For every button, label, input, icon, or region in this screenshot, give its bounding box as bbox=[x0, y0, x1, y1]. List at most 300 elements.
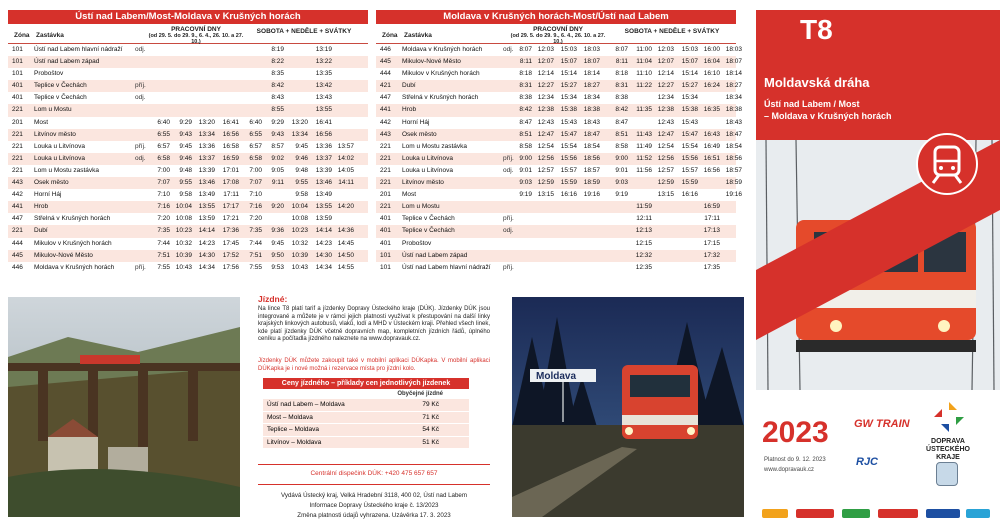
departure-time: 17:35 bbox=[703, 263, 720, 271]
departure-time: 11:52 bbox=[636, 154, 652, 162]
departure-time: 12:27 bbox=[657, 82, 674, 90]
departure-time: 8:07 bbox=[519, 46, 532, 53]
departure-time: 16:16 bbox=[681, 191, 698, 199]
departure-time: 10:32 bbox=[291, 239, 308, 247]
departure-time: 9:01 bbox=[615, 166, 628, 174]
divider bbox=[258, 464, 490, 465]
departure-time: 7:00 bbox=[157, 166, 170, 174]
stop-name: Ústí nad Labem západ bbox=[34, 58, 100, 66]
arr-dep-note: odj. bbox=[135, 94, 146, 102]
departure-time: 17:52 bbox=[222, 251, 239, 259]
departure-time: 15:57 bbox=[681, 166, 698, 174]
stop-name: Moldava v Krušných horách bbox=[34, 263, 115, 271]
departure-time: 8:51 bbox=[519, 130, 532, 138]
departure-time: 16:35 bbox=[703, 106, 720, 114]
departure-time: 12:27 bbox=[537, 82, 554, 90]
departure-time: 7:10 bbox=[157, 191, 170, 199]
departure-time: 15:57 bbox=[560, 166, 577, 174]
departure-time: 15:38 bbox=[560, 106, 577, 114]
zone-cell: 441 bbox=[380, 106, 391, 114]
arr-dep-note: odj. bbox=[503, 166, 514, 174]
col-weekend: SOBOTA + NEDĚLE + SVÁTKY bbox=[624, 28, 720, 35]
departure-time: 14:23 bbox=[315, 239, 332, 247]
departure-time: 12:56 bbox=[537, 154, 554, 162]
arr-dep-note: příj. bbox=[503, 215, 514, 223]
timetable-row bbox=[8, 153, 368, 165]
departure-time: 9:45 bbox=[271, 239, 284, 247]
departure-time: 18:03 bbox=[583, 46, 600, 53]
line-name: Moldavská dráha bbox=[764, 75, 870, 90]
stop-name: Hrob bbox=[34, 203, 49, 211]
departure-time: 10:39 bbox=[175, 251, 192, 259]
departure-time: 15:59 bbox=[681, 179, 698, 187]
timetable-row bbox=[8, 92, 368, 104]
price-subheader: Obyčejné jízdné bbox=[397, 391, 443, 397]
zone-cell: 101 bbox=[12, 70, 23, 78]
departure-time: 12:47 bbox=[657, 130, 674, 138]
departure-time: 11:43 bbox=[636, 130, 652, 138]
stop-name: Ústí nad Labem západ bbox=[402, 251, 468, 259]
departure-time: 15:27 bbox=[681, 82, 698, 90]
duk-logo-text: DOPRAVA ÚSTECKÉHO KRAJE bbox=[926, 438, 970, 461]
departure-time: 8:35 bbox=[271, 70, 284, 78]
zone-cell: 443 bbox=[12, 179, 23, 187]
departure-time: 7:16 bbox=[249, 203, 262, 211]
departure-time: 7:51 bbox=[157, 251, 170, 259]
departure-time: 8:38 bbox=[519, 94, 532, 102]
departure-time: 12:34 bbox=[657, 94, 674, 102]
departure-time: 11:04 bbox=[636, 58, 652, 66]
stop-name: Mikulov-Nové Město bbox=[34, 251, 93, 259]
timetable-title: Ústí nad Labem/Most-Moldava v Krušných horách bbox=[8, 10, 368, 24]
website: www.dopravauk.cz bbox=[764, 467, 815, 473]
timetable-row bbox=[376, 189, 742, 201]
departure-time: 18:27 bbox=[725, 82, 742, 90]
timetable-row bbox=[8, 68, 368, 80]
divider bbox=[258, 484, 490, 485]
departure-time: 8:55 bbox=[271, 106, 284, 114]
departure-time: 8:19 bbox=[271, 46, 284, 53]
zone-cell: 221 bbox=[12, 130, 23, 138]
departure-time: 13:55 bbox=[198, 203, 215, 211]
departure-time: 11:00 bbox=[636, 46, 652, 53]
departure-time: 8:18 bbox=[615, 70, 628, 78]
departure-time: 9:46 bbox=[179, 154, 192, 162]
stop-name: Most bbox=[402, 191, 417, 199]
departure-time: 10:43 bbox=[291, 263, 308, 271]
departure-time: 17:21 bbox=[222, 215, 239, 223]
departure-time: 15:47 bbox=[560, 130, 577, 138]
route-line-2: – Moldava v Krušných horách bbox=[764, 111, 892, 121]
stop-name: Ústí nad Labem hlavní nádraží bbox=[34, 46, 123, 53]
timetable-rows bbox=[8, 44, 368, 274]
departure-time: 17:45 bbox=[222, 239, 239, 247]
departure-time: 18:38 bbox=[583, 106, 600, 114]
zone-cell: 445 bbox=[12, 251, 23, 259]
departure-time: 8:58 bbox=[519, 142, 532, 150]
departure-time: 12:38 bbox=[537, 106, 554, 114]
zone-cell: 101 bbox=[12, 58, 23, 66]
validity-note: Změna platnosti údajů vyhrazena. Uzávěrka 17. 3. 2023 bbox=[297, 512, 451, 519]
departure-time: 9:45 bbox=[295, 142, 308, 150]
departure-time: 9:19 bbox=[519, 191, 532, 199]
departure-time: 9:43 bbox=[271, 130, 284, 138]
zone-cell: 401 bbox=[12, 94, 23, 102]
stop-name: Mikulov-Nové Město bbox=[402, 58, 461, 66]
stop-name: Proboštov bbox=[402, 239, 432, 247]
departure-time: 16:10 bbox=[703, 70, 720, 78]
departure-time: 7:51 bbox=[249, 251, 262, 259]
departure-time: 8:22 bbox=[271, 58, 284, 66]
timetable-row bbox=[376, 129, 742, 141]
stop-name: Teplice v Čechách bbox=[34, 82, 87, 90]
departure-time: 18:07 bbox=[583, 58, 600, 66]
price-table bbox=[263, 378, 469, 449]
departure-time: 18:54 bbox=[583, 142, 600, 150]
departure-time: 8:31 bbox=[519, 82, 532, 90]
departure-time: 7:35 bbox=[249, 227, 262, 235]
departure-time: 15:43 bbox=[681, 118, 698, 126]
departure-time: 7:07 bbox=[157, 179, 170, 187]
departure-time: 13:59 bbox=[198, 215, 215, 223]
departure-time: 9:48 bbox=[295, 166, 308, 174]
col-zastavka: Zastávka bbox=[404, 32, 432, 39]
departure-time: 15:07 bbox=[681, 58, 698, 66]
arr-dep-note: příj. bbox=[135, 142, 146, 150]
departure-time: 9:20 bbox=[271, 203, 284, 211]
stop-name: Ústí nad Labem hlavní nádraží bbox=[402, 263, 491, 271]
stop-name: Louka u Litvínova bbox=[34, 154, 85, 162]
departure-time: 17:17 bbox=[222, 203, 239, 211]
departure-time: 15:38 bbox=[681, 106, 698, 114]
timetable-row bbox=[8, 129, 368, 141]
stop-name: Dubí bbox=[34, 227, 48, 235]
departure-time: 9:03 bbox=[519, 179, 532, 187]
zone-cell: 221 bbox=[12, 106, 23, 114]
col-workdays: PRACOVNÍ DNY (od 29. 5. do 29. 9., 6. 4., 26. 10. a 27. 10.) bbox=[148, 26, 244, 45]
departure-time: 16:41 bbox=[315, 118, 332, 126]
departure-time: 9:05 bbox=[271, 166, 284, 174]
stop-name: Louka u Litvínova bbox=[402, 166, 453, 174]
departure-time: 6:58 bbox=[249, 154, 262, 162]
departure-time: 14:02 bbox=[337, 154, 354, 162]
arr-dep-note: příj. bbox=[135, 263, 146, 271]
departure-time: 6:58 bbox=[157, 154, 170, 162]
departure-time: 16:56 bbox=[703, 166, 720, 174]
departure-time: 8:47 bbox=[519, 118, 532, 126]
arr-dep-note: odj. bbox=[135, 46, 146, 53]
departure-time: 18:27 bbox=[583, 82, 600, 90]
arr-dep-note: příj. bbox=[503, 154, 514, 162]
arr-dep-note: odj. bbox=[135, 154, 146, 162]
year: 2023 bbox=[762, 416, 829, 449]
departure-time: 7:44 bbox=[249, 239, 262, 247]
departure-time: 13:19 bbox=[315, 46, 332, 53]
departure-time: 15:56 bbox=[681, 154, 698, 162]
timetable-row bbox=[376, 262, 736, 274]
timetable-row bbox=[376, 141, 742, 153]
departure-time: 18:56 bbox=[583, 154, 600, 162]
departure-time: 9:00 bbox=[615, 154, 628, 162]
departure-time: 13:49 bbox=[198, 191, 215, 199]
departure-time: 8:42 bbox=[271, 82, 284, 90]
departure-time: 14:11 bbox=[338, 179, 354, 187]
timetable-row bbox=[376, 201, 736, 213]
col-weekend: SOBOTA + NEDĚLE + SVÁTKY bbox=[256, 28, 352, 35]
departure-time: 10:43 bbox=[175, 263, 192, 271]
departure-time: 18:57 bbox=[583, 166, 600, 174]
departure-time: 16:56 bbox=[315, 130, 332, 138]
departure-time: 13:59 bbox=[315, 215, 332, 223]
departure-time: 15:14 bbox=[681, 70, 698, 78]
departure-time: 15:34 bbox=[560, 94, 577, 102]
departure-time: 11:35 bbox=[636, 106, 652, 114]
departure-time: 18:38 bbox=[725, 106, 742, 114]
col-zona: Zóna bbox=[14, 32, 30, 39]
timetable-right bbox=[376, 10, 742, 274]
departure-time: 6:55 bbox=[157, 130, 170, 138]
zone-cell: 221 bbox=[12, 166, 23, 174]
departure-time: 13:37 bbox=[198, 154, 215, 162]
fare-title: Jízdné: bbox=[258, 294, 288, 304]
timetable-row bbox=[376, 44, 742, 56]
departure-time: 10:23 bbox=[175, 227, 192, 235]
timetable-row bbox=[376, 213, 736, 225]
departure-time: 14:14 bbox=[198, 227, 215, 235]
departure-time: 13:42 bbox=[315, 82, 332, 90]
zone-cell: 221 bbox=[12, 142, 23, 150]
departure-time: 8:51 bbox=[615, 130, 628, 138]
price-row: Ústí nad Labem – Moldava 79 Kč bbox=[263, 399, 469, 412]
departure-time: 9:58 bbox=[179, 191, 192, 199]
departure-time: 6:40 bbox=[249, 118, 262, 126]
departure-time: 8:18 bbox=[519, 70, 532, 78]
stop-name: Moldava v Krušných horách bbox=[402, 46, 483, 53]
departure-time: 15:54 bbox=[560, 142, 577, 150]
departure-time: 13:46 bbox=[198, 179, 215, 187]
timetable-title: Moldava v Krušných horách-Most/Ústí nad Labem bbox=[376, 10, 736, 24]
departure-time: 8:43 bbox=[271, 94, 284, 102]
zone-cell: 443 bbox=[380, 130, 391, 138]
departure-time: 14:23 bbox=[198, 239, 215, 247]
departure-time: 8:07 bbox=[615, 46, 628, 53]
departure-time: 12:43 bbox=[537, 118, 554, 126]
departure-time: 13:49 bbox=[315, 191, 332, 199]
price-title: Ceny jízdného – příklady cen jednotlivých jízdenek bbox=[263, 378, 469, 389]
departure-time: 12:15 bbox=[635, 239, 652, 247]
timetable-row bbox=[376, 117, 742, 129]
zone-cell: 446 bbox=[380, 46, 391, 53]
stop-name: Horní Háj bbox=[34, 191, 62, 199]
timetable-row bbox=[8, 117, 368, 129]
departure-time: 16:51 bbox=[703, 154, 720, 162]
timetable-row bbox=[376, 92, 742, 104]
departure-time: 10:32 bbox=[175, 239, 192, 247]
departure-time: 18:03 bbox=[725, 46, 742, 53]
departure-time: 11:22 bbox=[636, 82, 652, 90]
timetable-row bbox=[376, 250, 736, 262]
timetable-left bbox=[8, 10, 368, 274]
departure-time: 8:31 bbox=[615, 82, 628, 90]
departure-time: 13:46 bbox=[315, 179, 332, 187]
departure-time: 18:43 bbox=[725, 118, 742, 126]
stop-name: Osek město bbox=[402, 130, 437, 138]
departure-time: 15:54 bbox=[681, 142, 698, 150]
timetable-header bbox=[376, 24, 736, 44]
timetable-row bbox=[8, 104, 368, 116]
departure-time: 8:42 bbox=[615, 106, 628, 114]
timetable-row bbox=[376, 225, 736, 237]
zone-cell: 444 bbox=[380, 70, 391, 78]
arr-dep-note: odj. bbox=[503, 227, 514, 235]
departure-time: 12:03 bbox=[657, 46, 674, 53]
departure-time: 12:59 bbox=[537, 179, 554, 187]
departure-time: 7:20 bbox=[157, 215, 170, 223]
region-coat-of-arms-icon bbox=[936, 462, 958, 486]
departure-time: 18:14 bbox=[725, 70, 742, 78]
arr-dep-note: příj. bbox=[503, 263, 514, 271]
departure-time: 18:57 bbox=[725, 166, 742, 174]
zone-cell: 101 bbox=[12, 46, 23, 53]
departure-time: 13:15 bbox=[537, 191, 554, 199]
timetable-row bbox=[376, 177, 742, 189]
stop-name: Střelná v Krušných horách bbox=[402, 94, 479, 102]
departure-time: 8:42 bbox=[519, 106, 532, 114]
price-row: Teplice – Moldava 54 Kč bbox=[263, 424, 469, 437]
departure-time: 13:39 bbox=[315, 166, 332, 174]
departure-time: 14:14 bbox=[315, 227, 332, 235]
departure-time: 18:07 bbox=[725, 58, 742, 66]
departure-time: 16:49 bbox=[703, 142, 720, 150]
zone-cell: 447 bbox=[380, 94, 391, 102]
stop-name: Litvínov město bbox=[34, 130, 76, 138]
departure-time: 12:47 bbox=[537, 130, 554, 138]
timetable-row bbox=[8, 80, 368, 92]
departure-time: 19:16 bbox=[725, 191, 742, 199]
departure-time: 16:43 bbox=[703, 130, 720, 138]
departure-time: 18:47 bbox=[725, 130, 742, 138]
departure-time: 16:58 bbox=[222, 142, 239, 150]
departure-time: 17:11 bbox=[704, 215, 720, 223]
stop-name: Mikulov v Krušných horách bbox=[34, 239, 112, 247]
departure-time: 12:56 bbox=[657, 154, 674, 162]
departure-time: 13:34 bbox=[198, 130, 215, 138]
departure-time: 12:57 bbox=[537, 166, 554, 174]
departure-time: 6:57 bbox=[157, 142, 170, 150]
timetable-rows bbox=[376, 44, 742, 274]
departure-time: 12:07 bbox=[657, 58, 674, 66]
stop-name: Lom u Mostu bbox=[402, 203, 440, 211]
stop-name: Střelná v Krušných horách bbox=[34, 215, 111, 223]
departure-time: 6:40 bbox=[157, 118, 170, 126]
departure-time: 7:55 bbox=[157, 263, 170, 271]
route-line-1: Ústí nad Labem / Most bbox=[764, 99, 860, 109]
departure-time: 9:55 bbox=[179, 179, 192, 187]
stop-name: Lom u Mostu bbox=[34, 106, 72, 114]
departure-time: 9:48 bbox=[179, 166, 192, 174]
departure-time: 13:36 bbox=[315, 142, 332, 150]
departure-time: 15:59 bbox=[560, 179, 577, 187]
departure-time: 8:11 bbox=[519, 58, 532, 66]
departure-time: 7:55 bbox=[249, 263, 262, 271]
timetable-row bbox=[8, 189, 368, 201]
timetable-row bbox=[376, 104, 742, 116]
departure-time: 9:53 bbox=[271, 263, 284, 271]
zone-cell: 401 bbox=[380, 239, 391, 247]
stop-name: Louka u Litvínova bbox=[34, 142, 85, 150]
departure-time: 18:59 bbox=[725, 179, 742, 187]
zone-cell: 221 bbox=[12, 227, 23, 235]
zone-cell: 401 bbox=[380, 215, 391, 223]
zone-cell: 201 bbox=[12, 118, 23, 126]
zone-cell: 221 bbox=[380, 154, 391, 162]
departure-time: 14:34 bbox=[315, 263, 332, 271]
departure-time: 12:32 bbox=[635, 251, 652, 259]
arr-dep-note: příj. bbox=[135, 82, 146, 90]
stop-name: Lom u Mostu zastávka bbox=[402, 142, 468, 150]
departure-time: 9:50 bbox=[271, 251, 284, 259]
departure-time: 17:15 bbox=[703, 239, 720, 247]
stop-name: Horní Háj bbox=[402, 118, 430, 126]
departure-time: 10:04 bbox=[291, 203, 308, 211]
departure-time: 7:44 bbox=[157, 239, 170, 247]
zone-cell: 221 bbox=[12, 154, 23, 162]
fare-text: Na lince T8 platí tarif a jízdenky Dopravy Ústeckého kraje (DÚK). Jízdenky DÚK jsou integrované a můžete je v rámci jejich platnosti využívat k přestupování na další linky krajských linkových autobusů, vlaků, lodí a MHD v Ústeckém kraji. Přehled všech linek, kde platí jízdenky DÚK včetně dopravních map, kompletních jízdních řádů, úplného ceníku a počítadla jízdného naleznete na www.dopravauk.cz. bbox=[258, 306, 490, 343]
departure-time: 13:20 bbox=[198, 118, 215, 126]
departure-time: 9:11 bbox=[271, 179, 284, 187]
departure-time: 13:15 bbox=[657, 191, 674, 199]
timetable-row bbox=[8, 165, 368, 177]
departure-time: 10:08 bbox=[291, 215, 308, 223]
departure-time: 16:59 bbox=[703, 203, 720, 211]
departure-time: 9:36 bbox=[271, 227, 284, 235]
departure-time: 15:34 bbox=[681, 94, 698, 102]
departure-time: 13:39 bbox=[198, 166, 215, 174]
zone-cell: 101 bbox=[380, 251, 391, 259]
departure-time: 17:08 bbox=[222, 179, 239, 187]
zone-cell: 421 bbox=[380, 82, 391, 90]
departure-time: 8:11 bbox=[615, 58, 628, 66]
departure-time: 18:59 bbox=[583, 179, 600, 187]
price-row: Most – Moldava 71 Kč bbox=[263, 412, 469, 425]
departure-time: 12:14 bbox=[537, 70, 554, 78]
departure-time: 12:11 bbox=[636, 215, 652, 223]
departure-time: 14:20 bbox=[337, 203, 354, 211]
departure-time: 13:37 bbox=[315, 154, 332, 162]
departure-time: 14:50 bbox=[337, 251, 354, 259]
departure-time: 7:07 bbox=[249, 179, 262, 187]
departure-time: 9:29 bbox=[271, 118, 284, 126]
timetable-row bbox=[376, 56, 742, 68]
zone-cell: 401 bbox=[12, 82, 23, 90]
timetable-row bbox=[8, 238, 368, 250]
stop-name: Teplice v Čechách bbox=[34, 94, 87, 102]
stop-name: Hrob bbox=[402, 106, 417, 114]
stop-name: Louka u Litvínova bbox=[402, 154, 453, 162]
line-number: T8 bbox=[800, 14, 833, 45]
departure-time: 15:47 bbox=[681, 130, 698, 138]
departure-time: 9:55 bbox=[295, 179, 308, 187]
departure-time: 12:54 bbox=[537, 142, 554, 150]
zone-cell: 446 bbox=[12, 263, 23, 271]
departure-time: 12:13 bbox=[635, 227, 652, 235]
departure-time: 9:46 bbox=[295, 154, 308, 162]
timetable-row bbox=[376, 238, 736, 250]
stop-name: Teplice v Čechách bbox=[402, 227, 455, 235]
departure-time: 7:10 bbox=[249, 191, 262, 199]
departure-time: 7:35 bbox=[157, 227, 170, 235]
departure-time: 10:08 bbox=[175, 215, 192, 223]
